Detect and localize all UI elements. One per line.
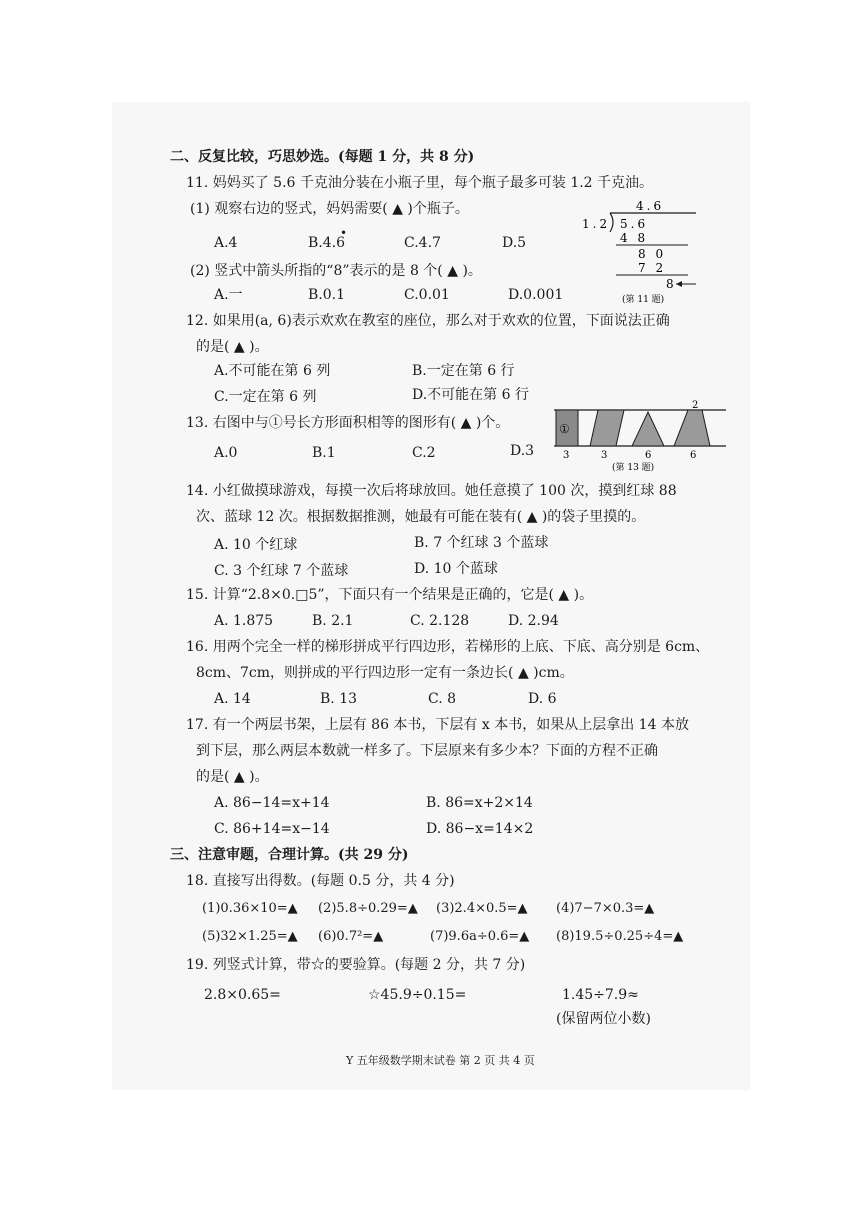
q15-option-b: B. 2.1 bbox=[312, 613, 354, 629]
q18-stem: 18. 直接写出得数。(每题 0.5 分，共 4 分) bbox=[186, 873, 455, 889]
q13-option-c: C.2 bbox=[412, 445, 436, 461]
q13-option-a: A.0 bbox=[214, 445, 238, 461]
q15-option-c: C. 2.128 bbox=[410, 613, 470, 629]
q14-option-d: D. 10 个蓝球 bbox=[414, 561, 498, 577]
q15-stem: 15. 计算“2.8×0.□5”，下面只有一个结果是正确的，它是( ▲ )。 bbox=[186, 587, 594, 603]
arrow-icon bbox=[676, 281, 682, 287]
q16-line-2: 8cm、7cm，则拼成的平行四边形一定有一条边长( ▲ )cm。 bbox=[196, 665, 574, 681]
q11-sub1-option-a: A.4 bbox=[214, 235, 238, 251]
dividend: 5.6 bbox=[620, 217, 649, 231]
q17-option-a: A. 86−14=x+14 bbox=[214, 795, 330, 811]
q17-option-d: D. 86−x=14×2 bbox=[426, 821, 534, 837]
q18-item-8: (8)19.5÷0.25÷4=▲ bbox=[556, 929, 684, 944]
q18-item-3: (3)2.4×0.5=▲ bbox=[436, 901, 528, 916]
q12-option-d: D.不可能在第 6 行 bbox=[412, 387, 529, 403]
q12-option-a: A.不可能在第 6 列 bbox=[214, 363, 331, 379]
q14-option-c: C. 3 个红球 7 个蓝球 bbox=[214, 563, 349, 579]
division-row-2: 8 0 bbox=[638, 247, 667, 261]
triangle bbox=[632, 412, 664, 446]
section-3-title: 三、注意审题，合理计算。(共 29 分) bbox=[170, 847, 409, 863]
q13-option-d: D.3 bbox=[510, 443, 535, 459]
q18-item-5: (5)32×1.25=▲ bbox=[202, 929, 298, 944]
q12-option-c: C.一定在第 6 列 bbox=[214, 389, 317, 405]
q12-line-1: 12. 如果用(a, 6)表示欢欢在教室的座位，那么对于欢欢的位置，下面说法正确 bbox=[186, 313, 670, 329]
q11-sub2-option-b: B.0.1 bbox=[308, 287, 346, 303]
q12-line-2: 的是( ▲ )。 bbox=[196, 339, 269, 355]
q16-option-b: B. 13 bbox=[320, 691, 358, 707]
q15-option-a: A. 1.875 bbox=[214, 613, 274, 629]
q17-line-1: 17. 有一个两层书架，上层有 86 本书，下层有 x 本书，如果从上层拿出 14 本放 bbox=[186, 717, 689, 733]
q11-sub2-option-d: D.0.001 bbox=[508, 287, 564, 303]
q12-option-b: B.一定在第 6 行 bbox=[412, 363, 515, 379]
figure-11-caption: (第 11 题) bbox=[622, 295, 665, 305]
q16-option-c: C. 8 bbox=[428, 691, 457, 707]
q17-option-c: C. 86+14=x−14 bbox=[214, 821, 330, 837]
q14-option-b: B. 7 个红球 3 个蓝球 bbox=[414, 535, 549, 551]
q18-item-2: (2)5.8÷0.29=▲ bbox=[318, 901, 418, 916]
figure-13-caption: (第 13 题) bbox=[612, 463, 655, 472]
area-shapes-figure bbox=[550, 400, 730, 472]
q19-item-2: ☆45.9÷0.15= bbox=[368, 987, 467, 1003]
q11-sub2-option-a: A.一 bbox=[214, 287, 243, 303]
division-row-4: 8 bbox=[666, 277, 674, 291]
q17-line-3: 的是( ▲ )。 bbox=[196, 769, 269, 785]
q19-item-3: 1.45÷7.9≈ bbox=[562, 987, 639, 1003]
q19-item-1: 2.8×0.65= bbox=[204, 987, 281, 1003]
trapezoid bbox=[674, 410, 710, 446]
q15-option-d: D. 2.94 bbox=[508, 613, 559, 629]
q14-line-1: 14. 小红做摸球游戏，每摸一次后将球放回。她任意摸了 100 次，摸到红球 88 bbox=[186, 483, 677, 499]
division-row-1: 4 8 bbox=[620, 231, 649, 245]
q17-option-b: B. 86=x+2×14 bbox=[426, 795, 533, 811]
q11-sub1: (1) 观察右边的竖式，妈妈需要( ▲ )个瓶子。 bbox=[190, 201, 469, 217]
q18-item-7: (7)9.6a÷0.6=▲ bbox=[430, 929, 530, 944]
quotient: 4.6 bbox=[636, 199, 665, 213]
label-b3: 6 bbox=[645, 450, 652, 461]
label-b2: 3 bbox=[601, 450, 608, 461]
q16-line-1: 16. 用两个完全一样的梯形拼成平行四边形，若梯形的上底、下底、高分别是 6cm、 bbox=[186, 639, 710, 655]
q18-item-1: (1)0.36×10=▲ bbox=[202, 901, 298, 916]
q11-sub1-option-b: B.4.6 bbox=[308, 235, 346, 251]
q14-option-a: A. 10 个红球 bbox=[214, 537, 298, 553]
q19-note: (保留两位小数) bbox=[556, 1011, 651, 1027]
q16-option-d: D. 6 bbox=[528, 691, 557, 707]
q11-sub2-option-c: C.0.01 bbox=[404, 287, 450, 303]
label-top: 2 bbox=[692, 400, 699, 411]
divisor: 1.2 bbox=[582, 217, 611, 231]
division-row-3: 7 2 bbox=[638, 261, 667, 275]
q11-sub1-option-d: D.5 bbox=[502, 235, 527, 251]
q11-sub1-option-c: C.4.7 bbox=[404, 235, 441, 251]
q11-stem: 11. 妈妈买了 5.6 千克油分装在小瓶子里，每个瓶子最多可装 1.2 千克油。 bbox=[186, 175, 654, 191]
q13-option-b: B.1 bbox=[312, 445, 336, 461]
q17-line-2: 到下层，那么两层本数就一样多了。下层原来有多少本？下面的方程不正确 bbox=[196, 743, 658, 759]
q16-option-a: A. 14 bbox=[214, 691, 251, 707]
label-b4: 6 bbox=[690, 450, 697, 461]
label-b1: 3 bbox=[563, 450, 570, 461]
repeating-dot-mark: • bbox=[340, 226, 348, 240]
q18-item-4: (4)7−7×0.3=▲ bbox=[556, 901, 655, 916]
section-2-title: 二、反复比较，巧思妙选。(每题 1 分，共 8 分) bbox=[170, 149, 475, 165]
long-division-figure bbox=[576, 196, 716, 308]
q18-item-6: (6)0.7²=▲ bbox=[318, 929, 384, 944]
q13-stem: 13. 右图中与①号长方形面积相等的图形有( ▲ )个。 bbox=[186, 415, 510, 431]
parallelogram bbox=[590, 410, 624, 446]
rectangle-1-label: ① bbox=[559, 422, 570, 436]
q14-line-2: 次、蓝球 12 次。根据数据推测，她最有可能在装有( ▲ )的袋子里摸的。 bbox=[196, 509, 646, 525]
q11-sub2: (2) 竖式中箭头所指的“8”表示的是 8 个( ▲ )。 bbox=[190, 263, 482, 279]
q19-stem: 19. 列竖式计算，带☆的要验算。(每题 2 分，共 7 分) bbox=[186, 957, 526, 973]
page-footer: Y 五年级数学期末试卷 第 2 页 共 4 页 bbox=[346, 1054, 535, 1067]
